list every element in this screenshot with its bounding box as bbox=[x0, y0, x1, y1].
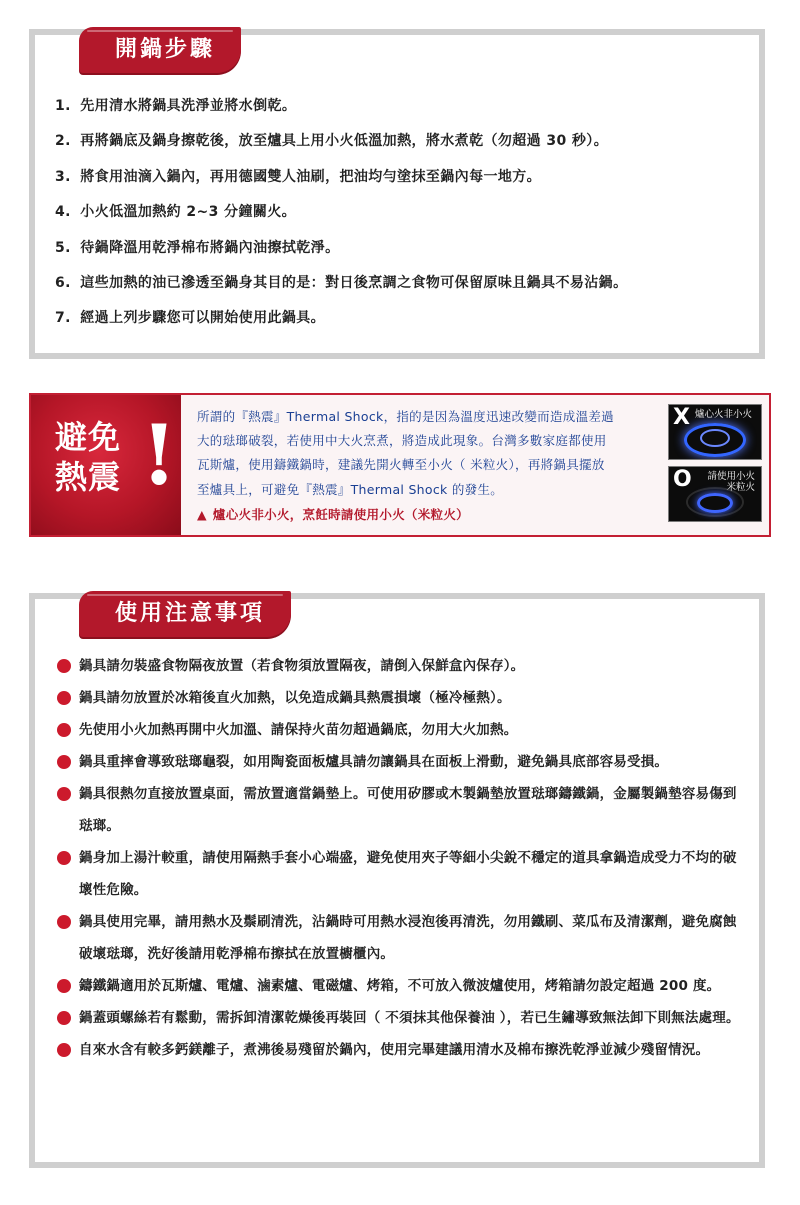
note-text: 鍋具使用完畢，請用熱水及鬃刷清洗，沾鍋時可用熱水浸泡後再清洗，勿用鐵刷、菜瓜布及清潔劑，避免腐蝕破壞琺瑯，洗好後請用乾淨棉布擦拭在放置櫥櫃內。 bbox=[79, 914, 737, 962]
note-text: 鍋具請勿裝盛食物隔夜放置（若食物須放置隔夜，請倒入保鮮盒內保存）。 bbox=[79, 658, 525, 674]
opening-steps-title: 開鍋步驟 bbox=[79, 27, 241, 73]
description-line: 所謂的『熱震』Thermal Shock，指的是因為溫度迅速改變而造成溫差過 bbox=[197, 409, 614, 424]
note-item bbox=[57, 682, 747, 714]
note-item bbox=[57, 906, 747, 970]
step-number: 6. bbox=[55, 274, 71, 291]
note-item bbox=[57, 1002, 747, 1034]
step-number: 2. bbox=[55, 133, 71, 150]
burner-right-label bbox=[689, 471, 755, 493]
note-item bbox=[57, 714, 747, 746]
step-number: 1. bbox=[55, 98, 71, 114]
burner-low-flame-image bbox=[668, 466, 762, 522]
note-text: 鍋蓋頭螺絲若有鬆動，需拆卸清潔乾燥後再裝回（ 不須抹其他保養油 ），若已生鏽導致無法卸下則無法處理。 bbox=[79, 1010, 740, 1026]
exclamation-icon: ! bbox=[141, 408, 177, 504]
note-text: 鍋具重摔會導致琺瑯龜裂，如用陶瓷面板爐具請勿讓鍋具在面板上滑動，避免鍋具底部容易受損。 bbox=[79, 754, 669, 770]
note-text: 鑄鐵鍋適用於瓦斯爐、電爐、滷素爐、電磁爐、烤箱，不可放入微波爐使用，烤箱請勿設定超過 200 度。 bbox=[79, 978, 721, 994]
step-number: 7. bbox=[55, 310, 71, 327]
description-line: 瓦斯爐，使用鑄鐵鍋時，建議先開火轉至小火（ 米粒火），再將鍋具擺放 bbox=[197, 457, 605, 473]
step-text: 這些加熱的油已滲透至鍋身其目的是：對日後烹調之食物可保留原味且鍋具不易沾鍋。 bbox=[80, 274, 628, 291]
bullet-dot-icon bbox=[57, 1043, 71, 1057]
warning-triangle-icon: ▲ bbox=[197, 506, 207, 522]
badge-line-1: 避免 bbox=[55, 418, 122, 456]
step-text: 經過上列步驟您可以開始使用此鍋具。 bbox=[80, 310, 326, 327]
step-text: 先用清水將鍋具洗淨並將水倒乾。 bbox=[80, 98, 297, 114]
burner-right-label-line-1: 請使用小火 bbox=[707, 471, 755, 482]
step-number: 4. bbox=[55, 204, 71, 221]
badge-line-2: 熱震 bbox=[55, 458, 122, 496]
step-text: 待鍋降溫用乾淨棉布將鍋內油擦拭乾淨。 bbox=[80, 239, 340, 256]
note-item bbox=[57, 746, 747, 778]
step-item bbox=[55, 301, 749, 336]
burner-high-flame-image bbox=[668, 404, 762, 460]
note-item bbox=[57, 1034, 747, 1066]
step-number: 5. bbox=[55, 239, 71, 256]
correct-mark-icon: O bbox=[673, 467, 692, 492]
bullet-dot-icon bbox=[57, 851, 71, 865]
flame-ring bbox=[700, 429, 730, 447]
step-number: 3. bbox=[55, 168, 71, 185]
step-text: 將食用油滴入鍋內，再用德國雙人油刷，把油均勻塗抹至鍋內每一地方。 bbox=[80, 168, 542, 185]
usage-notes-panel bbox=[29, 593, 765, 1168]
description-line: 大的琺瑯破裂，若使用中大火烹煮，將造成此現象。台灣多數家庭都使用 bbox=[197, 433, 607, 449]
note-text: 先使用小火加熱再開中火加溫、請保持火苗勿超過鍋底，勿用大火加熱。 bbox=[79, 722, 518, 738]
note-item bbox=[57, 842, 747, 906]
burner-right-label-line-2: 米粒火 bbox=[726, 482, 755, 493]
bullet-dot-icon bbox=[57, 691, 71, 705]
note-item bbox=[57, 650, 747, 682]
usage-notes-title: 使用注意事項 bbox=[79, 591, 291, 637]
warning-text: 爐心火非小火，烹飪時請使用小火（米粒火） bbox=[212, 506, 469, 522]
step-item bbox=[55, 231, 749, 266]
step-text: 小火低溫加熱約 2~3 分鐘關火。 bbox=[80, 204, 297, 221]
bullet-dot-icon bbox=[57, 979, 71, 993]
thermal-shock-section bbox=[29, 393, 771, 537]
note-text: 鍋具請勿放置於冰箱後直火加熱，以免造成鍋具熱震損壞（極冷極熱）。 bbox=[79, 690, 511, 706]
bullet-dot-icon bbox=[57, 659, 71, 673]
wrong-mark-icon: X bbox=[673, 405, 690, 430]
step-item bbox=[55, 124, 749, 159]
bullet-dot-icon bbox=[57, 755, 71, 769]
opening-steps-panel bbox=[29, 29, 765, 359]
note-text: 自來水含有較多鈣鎂離子，煮沸後易殘留於鍋內，使用完畢建議用清水及棉布擦洗乾淨並減少殘留情況。 bbox=[79, 1042, 710, 1058]
note-text: 鍋具很熱勿直接放置桌面，需放置適當鍋墊上。可使用矽膠或木製鍋墊放置琺瑯鑄鐵鍋，金屬製鍋墊容易傷到琺瑯。 bbox=[79, 786, 737, 834]
flame-ring bbox=[697, 493, 733, 513]
avoid-thermal-shock-badge bbox=[31, 395, 181, 535]
note-item bbox=[57, 778, 747, 842]
opening-steps-list bbox=[55, 89, 749, 337]
step-item bbox=[55, 195, 749, 230]
low-flame-warning bbox=[197, 503, 693, 527]
thermal-shock-description bbox=[197, 405, 693, 527]
description-line: 至爐具上，可避免『熱震』Thermal Shock 的發生。 bbox=[197, 481, 504, 497]
usage-notes-list bbox=[57, 650, 747, 1066]
step-item bbox=[55, 266, 749, 301]
note-item bbox=[57, 970, 747, 1002]
step-item bbox=[55, 89, 749, 124]
burner-wrong-label: 爐心火非小火 bbox=[695, 409, 753, 420]
bullet-dot-icon bbox=[57, 1011, 71, 1025]
step-item bbox=[55, 160, 749, 195]
bullet-dot-icon bbox=[57, 915, 71, 929]
step-text: 再將鍋底及鍋身擦乾後，放至爐具上用小火低溫加熱，將水煮乾（勿超過 30 秒）。 bbox=[80, 133, 609, 150]
bullet-dot-icon bbox=[57, 787, 71, 801]
note-text: 鍋身加上湯汁較重，請使用隔熱手套小心端盛，避免使用夾子等細小尖銳不穩定的道具拿鍋造成受力不均的破壞性危險。 bbox=[79, 850, 737, 898]
bullet-dot-icon bbox=[57, 723, 71, 737]
